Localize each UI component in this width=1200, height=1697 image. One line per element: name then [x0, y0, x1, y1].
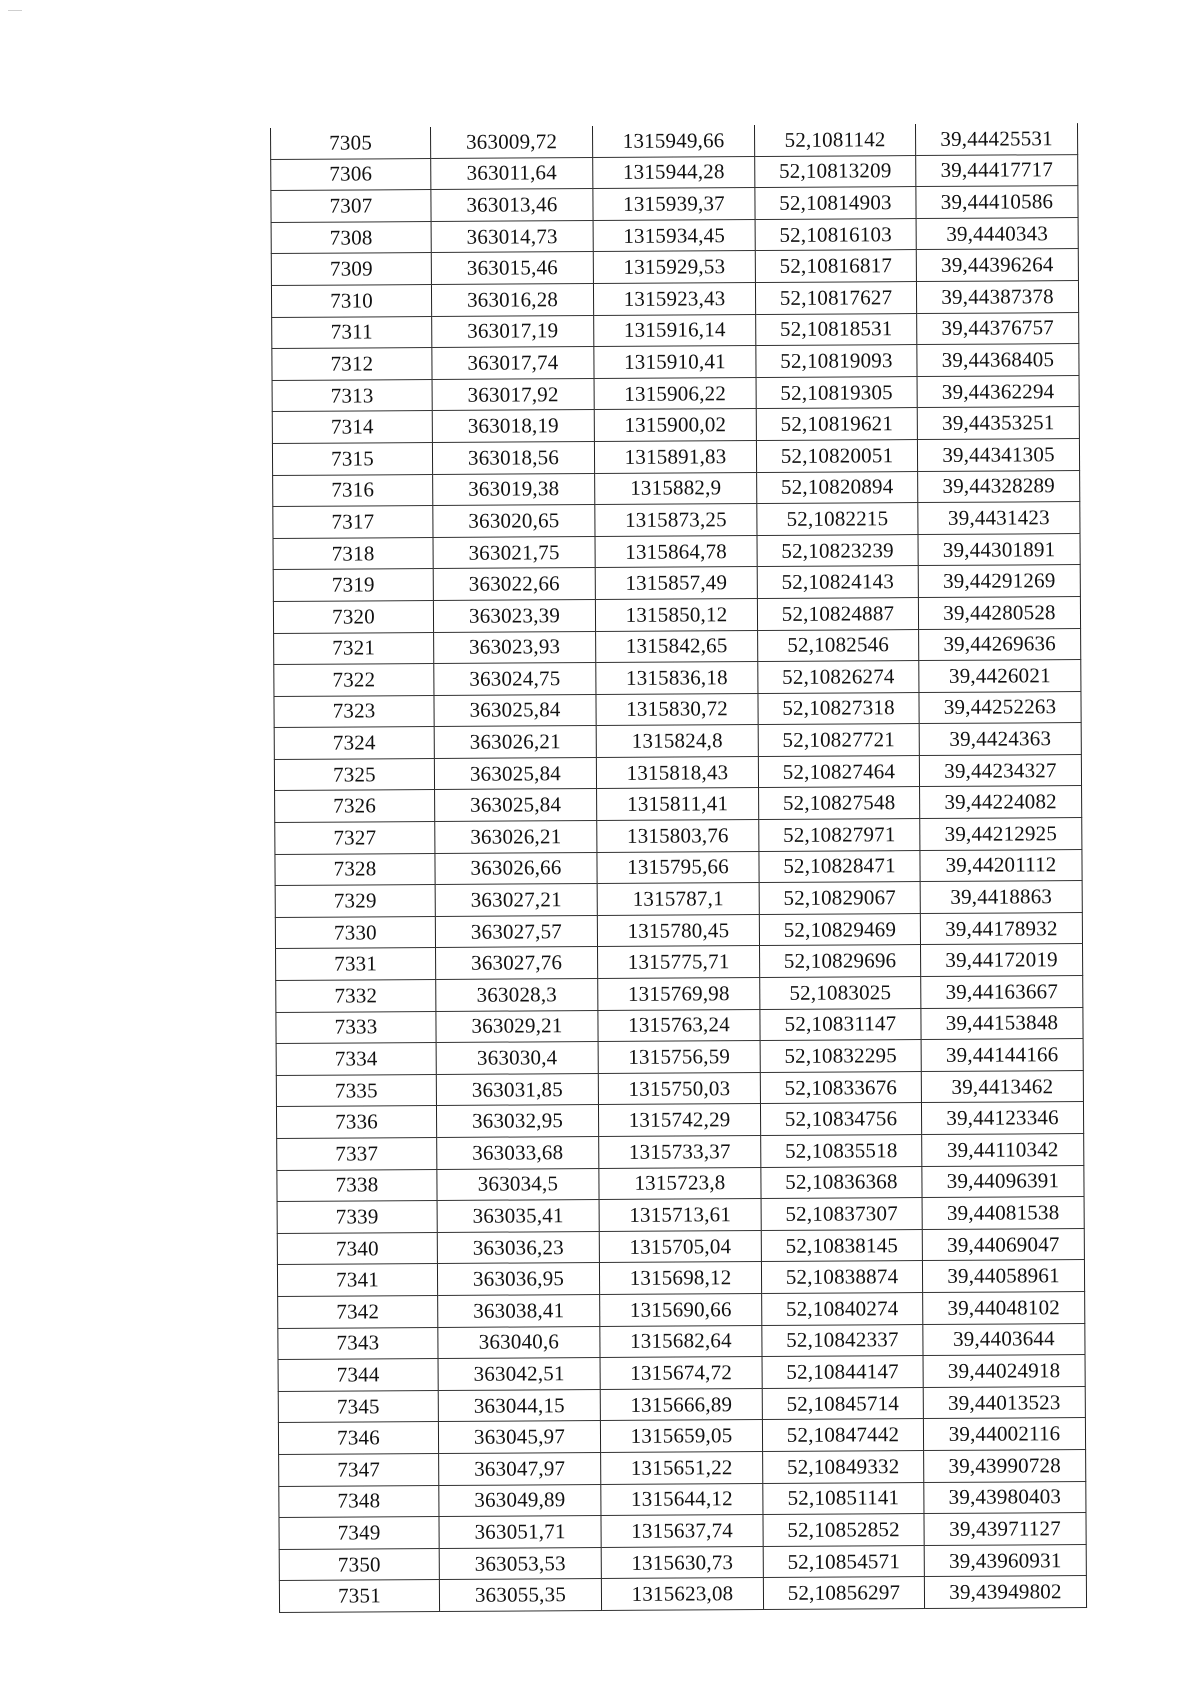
table-row	[273, 596, 1080, 633]
table-row	[279, 1449, 1086, 1486]
latitude-cell: 52,10819305	[756, 376, 917, 409]
table-row	[271, 186, 1078, 223]
table-row	[272, 344, 1079, 381]
longitude-cell: 39,44362294	[917, 375, 1079, 408]
table-row	[275, 786, 1082, 823]
table-row	[274, 691, 1081, 728]
y-coordinate-cell: 1315795,66	[597, 851, 759, 884]
point-number-cell: 7339	[277, 1201, 437, 1234]
x-coordinate-cell: 363017,74	[432, 347, 594, 380]
latitude-cell: 52,10819621	[756, 408, 917, 441]
x-coordinate-cell: 363042,51	[438, 1358, 600, 1391]
longitude-cell: 39,43990728	[924, 1449, 1086, 1482]
table-row	[274, 628, 1081, 665]
x-coordinate-cell: 363015,46	[431, 252, 593, 285]
point-number-cell: 7349	[279, 1517, 439, 1550]
longitude-cell: 39,44410586	[916, 186, 1078, 219]
latitude-cell: 52,10852852	[763, 1514, 924, 1547]
x-coordinate-cell: 363017,19	[432, 315, 594, 348]
latitude-cell: 52,10827971	[759, 819, 920, 852]
x-coordinate-cell: 363018,19	[432, 410, 594, 443]
y-coordinate-cell: 1315637,74	[601, 1515, 763, 1548]
table-row	[278, 1386, 1085, 1423]
x-coordinate-cell: 363035,41	[437, 1200, 599, 1233]
x-coordinate-cell: 363013,46	[431, 189, 593, 222]
y-coordinate-cell: 1315623,08	[601, 1578, 763, 1611]
y-coordinate-cell: 1315713,61	[599, 1199, 761, 1232]
y-coordinate-cell: 1315824,8	[596, 725, 758, 758]
table-row	[279, 1481, 1086, 1518]
x-coordinate-cell: 363036,23	[437, 1231, 599, 1264]
longitude-cell: 39,44368405	[917, 344, 1079, 377]
longitude-cell: 39,43949802	[924, 1576, 1086, 1609]
latitude-cell: 52,10816103	[755, 218, 916, 251]
table-row	[275, 849, 1082, 886]
x-coordinate-cell: 363031,85	[436, 1073, 598, 1106]
point-number-cell: 7320	[273, 600, 433, 633]
table-row	[272, 312, 1079, 349]
x-coordinate-cell: 363055,35	[439, 1579, 601, 1612]
table-row	[271, 217, 1078, 254]
latitude-cell: 52,10842337	[762, 1324, 923, 1357]
y-coordinate-cell: 1315787,1	[597, 883, 759, 916]
latitude-cell: 52,10836368	[761, 1166, 922, 1199]
longitude-cell: 39,44069047	[922, 1228, 1084, 1261]
x-coordinate-cell: 363016,28	[431, 283, 593, 316]
x-coordinate-cell: 363027,21	[435, 884, 597, 917]
y-coordinate-cell: 1315818,43	[596, 756, 758, 789]
x-coordinate-cell: 363019,38	[433, 473, 595, 506]
latitude-cell: 52,10823239	[757, 534, 918, 567]
point-number-cell: 7342	[278, 1295, 438, 1328]
latitude-cell: 52,10828471	[759, 850, 920, 883]
point-number-cell: 7336	[276, 1106, 436, 1139]
latitude-cell: 52,10817627	[755, 282, 916, 315]
y-coordinate-cell: 1315698,12	[599, 1262, 761, 1295]
latitude-cell: 52,10832295	[760, 1040, 921, 1073]
x-coordinate-cell: 363032,95	[436, 1105, 598, 1138]
longitude-cell: 39,4418863	[920, 881, 1082, 914]
longitude-cell: 39,43971127	[924, 1513, 1086, 1546]
y-coordinate-cell: 1315723,8	[599, 1167, 761, 1200]
x-coordinate-cell: 363025,84	[434, 757, 596, 790]
x-coordinate-cell: 363047,97	[439, 1452, 601, 1485]
longitude-cell: 39,44376757	[917, 312, 1079, 345]
latitude-cell: 52,1082546	[758, 629, 919, 662]
point-number-cell: 7316	[273, 474, 433, 507]
latitude-cell: 52,10813209	[755, 155, 916, 188]
latitude-cell: 52,10837307	[761, 1198, 922, 1231]
x-coordinate-cell: 363028,3	[436, 979, 598, 1012]
y-coordinate-cell: 1315763,24	[598, 1009, 760, 1042]
x-coordinate-cell: 363027,76	[436, 947, 598, 980]
point-number-cell: 7351	[279, 1580, 439, 1613]
y-coordinate-cell: 1315651,22	[601, 1451, 763, 1484]
latitude-cell: 52,10827721	[758, 724, 919, 757]
table-row	[275, 881, 1082, 918]
y-coordinate-cell: 1315630,73	[601, 1546, 763, 1579]
point-number-cell: 7343	[278, 1327, 438, 1360]
x-coordinate-cell: 363026,21	[435, 821, 597, 854]
x-coordinate-cell: 363023,93	[434, 631, 596, 664]
longitude-cell: 39,44153848	[921, 1007, 1083, 1040]
point-number-cell: 7347	[279, 1453, 439, 1486]
longitude-cell: 39,44096391	[922, 1165, 1084, 1198]
point-number-cell: 7318	[273, 537, 433, 570]
latitude-cell: 52,10835518	[761, 1135, 922, 1168]
x-coordinate-cell: 363022,66	[433, 568, 595, 601]
x-coordinate-cell: 363020,65	[433, 505, 595, 538]
x-coordinate-cell: 363030,4	[436, 1042, 598, 1075]
y-coordinate-cell: 1315939,37	[593, 188, 755, 221]
latitude-cell: 52,10840274	[762, 1293, 923, 1326]
point-number-cell: 7311	[272, 316, 432, 349]
latitude-cell: 52,1082215	[757, 503, 918, 536]
point-number-cell: 7348	[279, 1485, 439, 1518]
x-coordinate-cell: 363029,21	[436, 1010, 598, 1043]
point-number-cell: 7328	[275, 853, 435, 886]
table-row	[274, 723, 1081, 760]
table-row	[276, 1102, 1083, 1139]
x-coordinate-cell: 363009,72	[430, 126, 592, 158]
y-coordinate-cell: 1315929,53	[593, 251, 755, 284]
longitude-cell: 39,44417717	[916, 154, 1078, 187]
longitude-cell: 39,44269636	[919, 628, 1081, 661]
point-number-cell: 7332	[276, 980, 436, 1013]
table-row	[276, 1070, 1083, 1107]
latitude-cell: 52,10834756	[760, 1103, 921, 1136]
point-number-cell: 7315	[272, 442, 432, 475]
x-coordinate-cell: 363026,21	[434, 726, 596, 759]
y-coordinate-cell: 1315934,45	[593, 219, 755, 252]
latitude-cell: 52,10829469	[759, 913, 920, 946]
longitude-cell: 39,44353251	[917, 407, 1079, 440]
longitude-cell: 39,44387378	[916, 281, 1078, 314]
x-coordinate-cell: 363023,39	[433, 599, 595, 632]
point-number-cell: 7330	[275, 916, 435, 949]
y-coordinate-cell: 1315842,65	[596, 630, 758, 663]
longitude-cell: 39,4424363	[919, 723, 1081, 756]
longitude-cell: 39,44341305	[917, 438, 1079, 471]
x-coordinate-cell: 363014,73	[431, 220, 593, 253]
point-number-cell: 7322	[274, 664, 434, 697]
point-number-cell: 7341	[277, 1264, 437, 1297]
point-number-cell: 7323	[274, 695, 434, 728]
table-row	[271, 123, 1078, 159]
table-row	[279, 1513, 1086, 1550]
y-coordinate-cell: 1315944,28	[593, 156, 755, 189]
table-row	[273, 470, 1080, 507]
longitude-cell: 39,4440343	[916, 217, 1078, 250]
longitude-cell: 39,43980403	[924, 1481, 1086, 1514]
longitude-cell: 39,44396264	[916, 249, 1078, 282]
y-coordinate-cell: 1315864,78	[595, 535, 757, 568]
point-number-cell: 7333	[276, 1011, 436, 1044]
coordinates-table	[270, 123, 1087, 1613]
longitude-cell: 39,44081538	[922, 1197, 1084, 1230]
table-row	[272, 438, 1079, 475]
y-coordinate-cell: 1315775,71	[598, 946, 760, 979]
latitude-cell: 52,10851141	[763, 1482, 924, 1515]
x-coordinate-cell: 363021,75	[433, 536, 595, 569]
table-row	[277, 1260, 1084, 1297]
table-row	[273, 533, 1080, 570]
point-number-cell: 7340	[277, 1232, 437, 1265]
table-row	[278, 1323, 1085, 1360]
latitude-cell: 52,10814903	[755, 187, 916, 220]
longitude-cell: 39,44048102	[923, 1292, 1085, 1325]
x-coordinate-cell: 363025,84	[435, 789, 597, 822]
y-coordinate-cell: 1315906,22	[594, 377, 756, 410]
point-number-cell: 7306	[271, 158, 431, 191]
longitude-cell: 39,44144166	[921, 1039, 1083, 1072]
table-row	[275, 818, 1082, 855]
latitude-cell: 52,10827464	[758, 755, 919, 788]
longitude-cell: 39,4431423	[918, 502, 1080, 535]
longitude-cell: 39,44178932	[920, 912, 1082, 945]
y-coordinate-cell: 1315705,04	[599, 1230, 761, 1263]
y-coordinate-cell: 1315666,89	[600, 1388, 762, 1421]
point-number-cell: 7307	[271, 190, 431, 223]
longitude-cell: 39,44252263	[919, 691, 1081, 724]
latitude-cell: 52,10829696	[760, 945, 921, 978]
table-row	[277, 1228, 1084, 1265]
longitude-cell: 39,44234327	[919, 754, 1081, 787]
point-number-cell: 7331	[276, 948, 436, 981]
y-coordinate-cell: 1315949,66	[592, 125, 754, 157]
scan-artifact-mark	[8, 10, 22, 11]
point-number-cell: 7313	[272, 379, 432, 412]
y-coordinate-cell: 1315923,43	[593, 283, 755, 316]
table-row	[279, 1576, 1086, 1613]
point-number-cell: 7345	[278, 1390, 438, 1423]
y-coordinate-cell: 1315733,37	[599, 1136, 761, 1169]
table-row	[276, 1039, 1083, 1076]
latitude-cell: 52,10838874	[761, 1261, 922, 1294]
table-row	[276, 976, 1083, 1013]
latitude-cell: 52,10844147	[762, 1356, 923, 1389]
longitude-cell: 39,43960931	[924, 1544, 1086, 1577]
point-number-cell: 7344	[278, 1359, 438, 1392]
point-number-cell: 7310	[271, 284, 431, 317]
x-coordinate-cell: 363034,5	[437, 1168, 599, 1201]
x-coordinate-cell: 363011,64	[431, 157, 593, 190]
latitude-cell: 52,10849332	[763, 1450, 924, 1483]
table-row	[278, 1418, 1085, 1455]
longitude-cell: 39,44163667	[921, 976, 1083, 1009]
x-coordinate-cell: 363017,92	[432, 378, 594, 411]
point-number-cell: 7338	[277, 1169, 437, 1202]
point-number-cell: 7324	[274, 727, 434, 760]
latitude-cell: 52,10824143	[757, 566, 918, 599]
y-coordinate-cell: 1315644,12	[601, 1483, 763, 1516]
longitude-cell: 39,44212925	[920, 818, 1082, 851]
point-number-cell: 7308	[271, 221, 431, 254]
table-row	[275, 912, 1082, 949]
longitude-cell: 39,44280528	[918, 596, 1080, 629]
table-row	[272, 407, 1079, 444]
point-number-cell: 7337	[277, 1138, 437, 1171]
latitude-cell: 52,10816817	[755, 250, 916, 283]
table-row	[273, 502, 1080, 539]
latitude-cell: 52,10829067	[759, 882, 920, 915]
latitude-cell: 52,10820051	[756, 439, 917, 472]
y-coordinate-cell: 1315690,66	[600, 1293, 762, 1326]
latitude-cell: 52,1083025	[760, 977, 921, 1010]
y-coordinate-cell: 1315836,18	[596, 662, 758, 695]
longitude-cell: 39,44013523	[923, 1386, 1085, 1419]
point-number-cell: 7334	[276, 1043, 436, 1076]
x-coordinate-cell: 363025,84	[434, 694, 596, 727]
table-row	[271, 249, 1078, 286]
x-coordinate-cell: 363024,75	[434, 663, 596, 696]
y-coordinate-cell: 1315803,76	[597, 820, 759, 853]
table-row	[271, 281, 1078, 318]
y-coordinate-cell: 1315811,41	[597, 788, 759, 821]
table-row	[277, 1134, 1084, 1171]
point-number-cell: 7321	[274, 632, 434, 665]
point-number-cell: 7319	[273, 569, 433, 602]
latitude-cell: 52,10818531	[756, 313, 917, 346]
y-coordinate-cell: 1315830,72	[596, 693, 758, 726]
latitude-cell: 52,10833676	[760, 1071, 921, 1104]
x-coordinate-cell: 363036,95	[437, 1263, 599, 1296]
x-coordinate-cell: 363045,97	[438, 1421, 600, 1454]
table-row	[277, 1197, 1084, 1234]
longitude-cell: 39,44110342	[922, 1134, 1084, 1167]
longitude-cell: 39,44024918	[923, 1355, 1085, 1388]
point-number-cell: 7350	[279, 1548, 439, 1581]
table-row	[279, 1544, 1086, 1581]
y-coordinate-cell: 1315674,72	[600, 1357, 762, 1390]
table-row	[278, 1292, 1085, 1329]
longitude-cell: 39,44301891	[918, 533, 1080, 566]
point-number-cell: 7326	[275, 790, 435, 823]
point-number-cell: 7309	[271, 253, 431, 286]
longitude-cell: 39,4403644	[923, 1323, 1085, 1356]
y-coordinate-cell: 1315873,25	[595, 504, 757, 537]
table-row	[276, 944, 1083, 981]
longitude-cell: 39,44328289	[918, 470, 1080, 503]
y-coordinate-cell: 1315891,83	[594, 440, 756, 473]
latitude-cell: 52,10820894	[757, 471, 918, 504]
longitude-cell: 39,4426021	[919, 660, 1081, 693]
point-number-cell: 7317	[273, 506, 433, 539]
longitude-cell: 39,44058961	[922, 1260, 1084, 1293]
table-row	[277, 1165, 1084, 1202]
table-row	[278, 1355, 1085, 1392]
latitude-cell: 52,10827548	[759, 787, 920, 820]
x-coordinate-cell: 363049,89	[439, 1484, 601, 1517]
x-coordinate-cell: 363051,71	[439, 1516, 601, 1549]
point-number-cell: 7329	[275, 885, 435, 918]
latitude-cell: 52,10819093	[756, 345, 917, 378]
x-coordinate-cell: 363040,6	[438, 1326, 600, 1359]
longitude-cell: 39,44291269	[918, 565, 1080, 598]
table-row	[274, 660, 1081, 697]
coordinates-table-body	[271, 123, 1087, 1612]
latitude-cell: 52,1081142	[754, 124, 915, 156]
longitude-cell: 39,44425531	[915, 123, 1077, 155]
y-coordinate-cell: 1315659,05	[600, 1420, 762, 1453]
y-coordinate-cell: 1315850,12	[595, 598, 757, 631]
x-coordinate-cell: 363038,41	[438, 1294, 600, 1327]
table-row	[276, 1007, 1083, 1044]
point-number-cell: 7312	[272, 348, 432, 381]
y-coordinate-cell: 1315756,59	[598, 1041, 760, 1074]
longitude-cell: 39,44123346	[921, 1102, 1083, 1135]
point-number-cell: 7335	[276, 1074, 436, 1107]
y-coordinate-cell: 1315857,49	[595, 567, 757, 600]
latitude-cell: 52,10827318	[758, 692, 919, 725]
latitude-cell: 52,10845714	[762, 1387, 923, 1420]
y-coordinate-cell: 1315769,98	[598, 978, 760, 1011]
x-coordinate-cell: 363053,53	[439, 1547, 601, 1580]
point-number-cell: 7314	[272, 411, 432, 444]
longitude-cell: 39,44002116	[923, 1418, 1085, 1451]
longitude-cell: 39,44224082	[920, 786, 1082, 819]
table-row	[272, 375, 1079, 412]
latitude-cell: 52,10826274	[758, 661, 919, 694]
point-number-cell: 7325	[274, 758, 434, 791]
x-coordinate-cell: 363027,57	[435, 915, 597, 948]
latitude-cell: 52,10824887	[757, 597, 918, 630]
longitude-cell: 39,44201112	[920, 849, 1082, 882]
x-coordinate-cell: 363018,56	[432, 441, 594, 474]
point-number-cell: 7346	[278, 1422, 438, 1455]
y-coordinate-cell: 1315882,9	[595, 472, 757, 505]
latitude-cell: 52,10847442	[762, 1419, 923, 1452]
point-number-cell: 7305	[271, 127, 431, 159]
latitude-cell: 52,10831147	[760, 1008, 921, 1041]
point-number-cell: 7327	[275, 822, 435, 855]
longitude-cell: 39,4413462	[921, 1070, 1083, 1103]
table-row	[274, 754, 1081, 791]
x-coordinate-cell: 363044,15	[438, 1389, 600, 1422]
table-row	[271, 154, 1078, 191]
table-row	[273, 565, 1080, 602]
latitude-cell: 52,10854571	[763, 1545, 924, 1578]
latitude-cell: 52,10838145	[761, 1229, 922, 1262]
y-coordinate-cell: 1315750,03	[598, 1072, 760, 1105]
y-coordinate-cell: 1315900,02	[594, 409, 756, 442]
longitude-cell: 39,44172019	[921, 944, 1083, 977]
x-coordinate-cell: 363033,68	[437, 1137, 599, 1170]
y-coordinate-cell: 1315742,29	[598, 1104, 760, 1137]
y-coordinate-cell: 1315916,14	[594, 314, 756, 347]
x-coordinate-cell: 363026,66	[435, 852, 597, 885]
y-coordinate-cell: 1315910,41	[594, 346, 756, 379]
y-coordinate-cell: 1315780,45	[597, 914, 759, 947]
y-coordinate-cell: 1315682,64	[600, 1325, 762, 1358]
latitude-cell: 52,10856297	[763, 1577, 924, 1610]
